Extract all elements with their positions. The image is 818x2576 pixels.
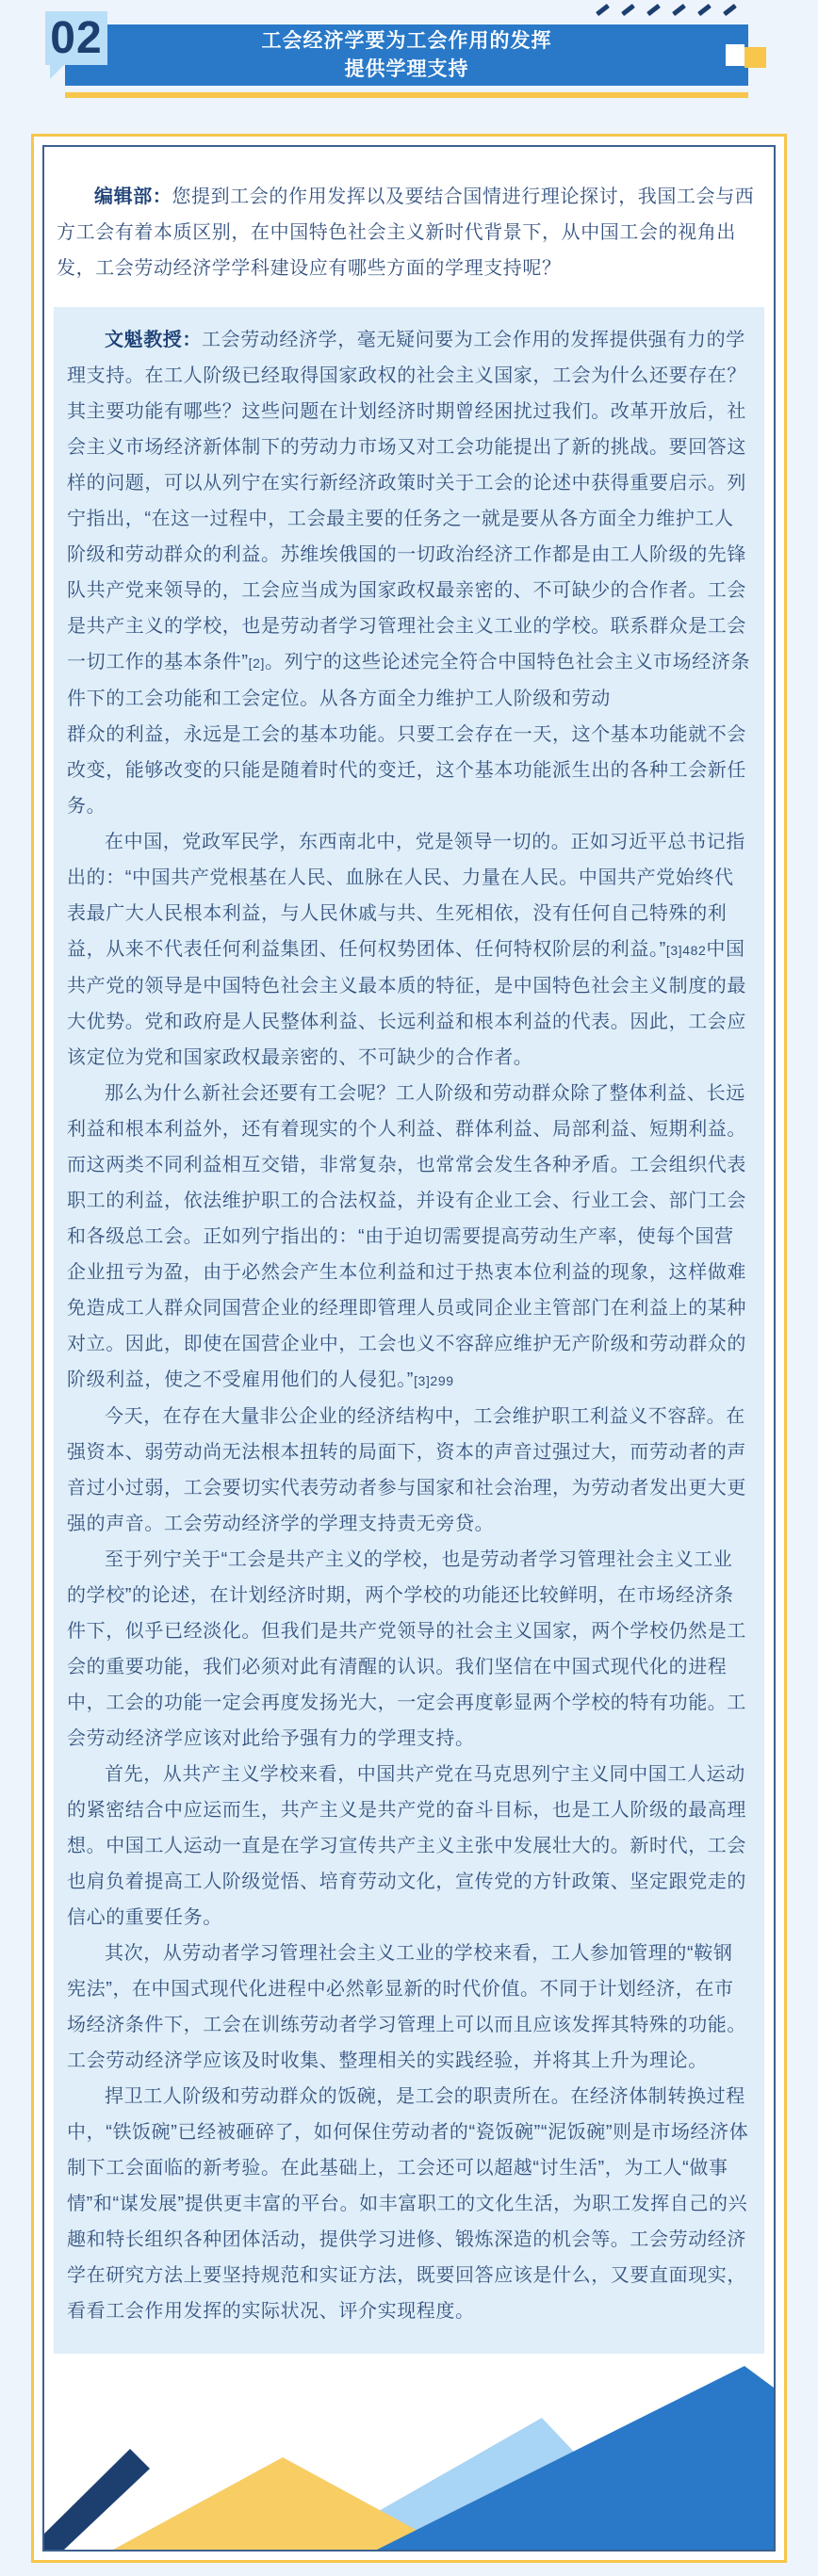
section-title-line2: 提供学理支持 bbox=[344, 57, 469, 80]
section-title-line1: 工会经济学要为工会作用的发挥 bbox=[261, 29, 552, 52]
answer-paragraph: 在中国，党政军民学，东西南北中，党是领导一切的。正如习近平总书记指出的：“中国共产党根基在人民、血脉在人民、力量在人民。中国共产党始终代表最广大人民根本利益，与人民休戚与共、生死相依，没有任何自己特殊的利益，从来不代表任何利益集团、任何权势团体、任何特权阶层的利益。”[3]482中国共产党的领导是中国特色社会主义最本质的特征，是中国特色社会主义制度的最大优势。党和政府是人民整体利益、长远利益和根本利益的代表。因此，工会应该定位为党和国家政权最亲密的、不可缺少的合作者。 bbox=[67, 832, 746, 1068]
answer-paragraph: 今天，在存在大量非公企业的经济结构中，工会维护职工利益义不容辞。在强资本、弱劳动尚无法根本扭转的局面下，资本的声音过强过大，而劳动者的声音过小过弱，工会要切实代表劳动者参与国家和社会治理，为劳动者发出更大更强的声音。工会劳动经济学的学理支持责无旁贷。 bbox=[67, 1406, 746, 1534]
answer-paragraph: 群众的利益，永远是工会的基本功能。只要工会存在一天，这个基本功能就不会改变，能够改变的只能是随着时代的变迁，这个基本功能派生出的各种工会新任务。 bbox=[67, 724, 746, 817]
editor-speaker-label: 编辑部： bbox=[94, 186, 172, 207]
answer-paragraph: 首先，从共产主义学校来看，中国共产党在马克思列宁主义同中国工人运动的紧密结合中应运而生，共产主义是共产党的奋斗目标，也是工人阶级的最高理想。中国工人运动一直是在学习宣传共产主义主张中发展壮大的。新时代，工会也肩负着提高工人阶级觉悟、培育劳动文化，宣传党的方针政策、坚定跟党走的信心的重要任务。 bbox=[67, 1764, 746, 1928]
answer-paragraph: 那么为什么新社会还要有工会呢？工人阶级和劳动群众除了整体利益、长远利益和根本利益外，还有着现实的个人利益、群体利益、局部利益、短期利益。而这两类不同利益相互交错，非常复杂，也常常会发生各种矛盾。工会组织代表职工的利益，依法维护职工的合法权益，并设有企业工会、行业工会、部门工会和各级总工会。正如列宁指出的：“由于迫切需要提高劳动生产率，使每个国营企业扭亏为盈，由于必然会产生本位利益和过于热衷本位利益的现象，这样做难免造成工人群众同国营企业的经理即管理人员或同企业主管部门在利益上的某种对立。因此，即使在国营企业中，工会也义不容辞应维护无产阶级和劳动群众的阶级利益，使之不受雇用他们的人侵犯。”[3]299 bbox=[67, 1083, 746, 1390]
mountain-decoration bbox=[44, 2361, 774, 2550]
section-title-bar bbox=[65, 24, 748, 86]
content-outer-frame bbox=[31, 134, 787, 2563]
yellow-square-decoration bbox=[744, 47, 766, 68]
diagonal-slashes-icon bbox=[596, 8, 737, 12]
yellow-underline-decoration bbox=[65, 92, 748, 98]
white-square-decoration bbox=[726, 44, 744, 66]
section-header bbox=[0, 0, 818, 98]
answer-paragraph: 至于列宁关于“工会是共产主义的学校，也是劳动者学习管理社会主义工业的学校”的论述，在计划经济时期，两个学校的功能还比较鲜明，在市场经济条件下，似乎已经淡化。但我们是共产党领导的社会主义国家，两个学校仍然是工会的重要功能，我们必须对此有清醒的认识。我们坚信在中国式现代化的进程中，工会的功能一定会再度发扬光大，一定会再度彰显两个学校的特有功能。工会劳动经济学应该对此给予强有力的学理支持。 bbox=[67, 1549, 746, 1749]
editor-question bbox=[57, 179, 761, 286]
diagonal-bar-navy bbox=[44, 2449, 150, 2550]
editor-question-text: 您提到工会的作用发挥以及要结合国情进行理论探讨，我国工会与西方工会有着本质区别，在中国特色社会主义新时代背景下，从中国工会的视角出发，工会劳动经济学学科建设应有哪些方面的学理支持呢？ bbox=[57, 186, 755, 279]
citation-ref: [2] bbox=[248, 656, 266, 671]
professor-speaker-label: 文魁教授： bbox=[105, 330, 202, 350]
section-number-badge: 02 bbox=[45, 11, 107, 65]
answer-paragraph: 其次，从劳动者学习管理社会主义工业的学校来看，工人参加管理的“鞍钢宪法”，在中国式现代化进程中必然彰显新的时代价值。不同于计划经济，在市场经济条件下，工会在训练劳动者学习管理上可以而且应该发挥其特殊的功能。工会劳动经济学应该及时收集、整理相关的实践经验，并将其上升为理论。 bbox=[67, 1943, 746, 2071]
professor-answer-block bbox=[54, 307, 764, 2354]
answer-paragraph: 文魁教授：工会劳动经济学，毫无疑问要为工会作用的发挥提供强有力的学理支持。在工人阶级已经取得国家政权的社会主义国家，工会为什么还要存在？其主要功能有哪些？这些问题在计划经济时期曾经困扰过我们。改革开放后，社会主义市场经济新体制下的劳动力市场又对工会功能提出了新的挑战。要回答这样的问题，可以从列宁在实行新经济政策时关于工会的论述中获得重要启示。列宁指出，“在这一过程中，工会最主要的任务之一就是要从各方面全力维护工人阶级和劳动群众的利益。苏维埃俄国的一切政治经济工作都是由工人阶级的先锋队共产党来领导的，工会应当成为国家政权最亲密的、不可缺少的合作者。工会是共产主义的学校，也是劳动者学习管理社会主义工业的学校。联系群众是工会一切工作的基本条件”[2]。列宁的这些论述完全符合中国特色社会主义市场经济条件下的工会功能和工会定位。从各方面全力维护工人阶级和劳动 bbox=[67, 330, 751, 709]
mountain-blue bbox=[377, 2366, 774, 2550]
content-inner-frame bbox=[42, 145, 776, 2552]
answer-paragraph: 捍卫工人阶级和劳动群众的饭碗，是工会的职责所在。在经济体制转换过程中，“铁饭碗”已经被砸碎了，如何保住劳动者的“瓷饭碗”“泥饭碗”则是市场经济体制下工会面临的新考验。在此基础上，工会还可以超越“讨生活”，为工人“做事情”和“谋发展”提供更丰富的平台。如丰富职工的文化生活，为职工发挥自己的兴趣和特长组织各种团体活动，提供学习进修、锻炼深造的机会等。工会劳动经济学在研究方法上要坚持规范和实证方法，既要回答应该是什么，又要直面现实，看看工会作用发挥的实际状况、评介实现程度。 bbox=[67, 2086, 749, 2322]
citation-ref: [3]482 bbox=[665, 943, 707, 958]
citation-ref: [3]299 bbox=[414, 1373, 454, 1388]
